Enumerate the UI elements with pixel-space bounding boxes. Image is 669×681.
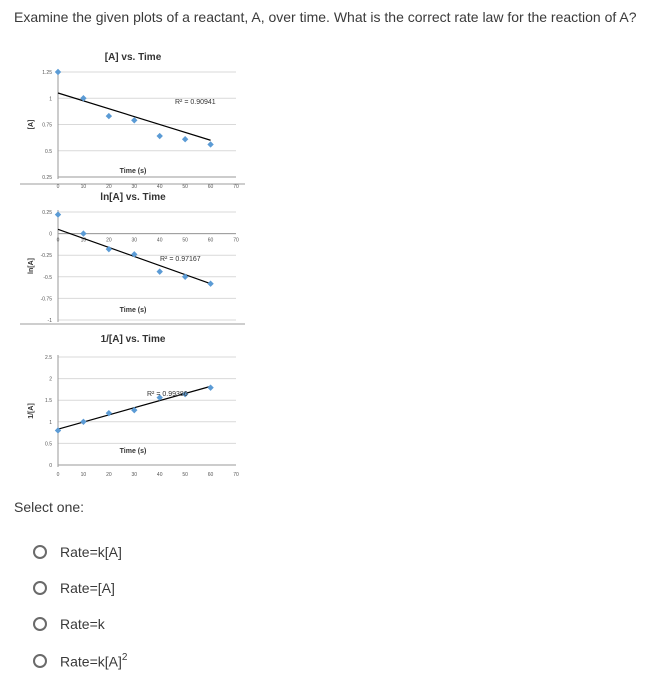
x-tick-label: 50 xyxy=(182,237,188,244)
data-point xyxy=(182,274,188,280)
option-label: Rate=k xyxy=(60,616,105,632)
x-tick-label: 0 xyxy=(56,472,60,478)
y-tick-label: 0.5 xyxy=(45,148,52,155)
y-tick-label: -0.5 xyxy=(43,274,52,281)
data-point xyxy=(157,133,163,139)
radio-button[interactable] xyxy=(33,581,47,595)
y-tick-label: 0 xyxy=(49,231,52,238)
y-axis-label: [A] xyxy=(28,119,35,130)
y-tick-label: 0.25 xyxy=(42,175,52,181)
data-point xyxy=(80,419,86,425)
y-axis-label: ln[A] xyxy=(28,258,35,274)
data-point xyxy=(207,141,213,147)
x-tick-label: 0 xyxy=(56,184,60,190)
r-squared-label: R² = 0.90941 xyxy=(175,99,216,106)
y-tick-label: -0.75 xyxy=(40,296,52,303)
data-point xyxy=(131,117,137,123)
y-tick-label: 2.5 xyxy=(45,355,52,361)
y-tick-label: 1 xyxy=(49,419,52,426)
x-tick-label: 30 xyxy=(131,184,138,190)
x-tick-label: 60 xyxy=(207,237,214,244)
option-label: Rate=k[A] xyxy=(60,544,122,560)
y-tick-label: -0.25 xyxy=(40,253,52,260)
y-tick-label: -1 xyxy=(47,318,52,324)
x-tick-label: 40 xyxy=(156,237,163,244)
x-axis-label: Time (s) xyxy=(119,307,147,314)
option-label-base: Rate=k[A] xyxy=(60,653,122,670)
x-tick-label: 20 xyxy=(106,184,112,190)
data-point xyxy=(207,281,213,287)
data-point xyxy=(157,268,163,274)
data-point xyxy=(106,113,112,119)
x-tick-label: 50 xyxy=(182,472,188,478)
y-tick-label: 1.5 xyxy=(45,398,52,405)
option-label: Rate=[A] xyxy=(60,580,115,596)
charts-svg xyxy=(20,40,245,478)
y-tick-label: 0 xyxy=(49,463,52,469)
data-point xyxy=(80,230,86,236)
chart-title: ln[A] vs. Time xyxy=(100,192,166,203)
y-tick-label: 2 xyxy=(49,376,52,383)
r-squared-label: R² = 0.99386 xyxy=(147,391,188,398)
chart-figure xyxy=(20,40,245,478)
x-tick-label: 20 xyxy=(106,472,112,478)
x-tick-label: 0 xyxy=(56,237,60,244)
x-tick-label: 20 xyxy=(106,237,112,244)
x-tick-label: 40 xyxy=(156,472,163,478)
option-rate-k-a-squared[interactable] xyxy=(33,651,127,671)
x-tick-label: 50 xyxy=(182,184,188,190)
chart-title: 1/[A] vs. Time xyxy=(100,334,166,345)
option-rate-k-a[interactable] xyxy=(33,542,122,562)
radio-button[interactable] xyxy=(33,654,47,668)
x-tick-label: 10 xyxy=(80,237,87,244)
x-tick-label: 10 xyxy=(80,184,87,190)
data-point xyxy=(55,69,61,75)
chart-title: [A] vs. Time xyxy=(104,52,162,63)
data-point xyxy=(131,251,137,257)
x-tick-label: 60 xyxy=(207,184,214,190)
x-tick-label: 70 xyxy=(233,237,239,244)
radio-button[interactable] xyxy=(33,617,47,631)
y-tick-label: 1.25 xyxy=(42,70,52,76)
option-rate-a[interactable] xyxy=(33,578,115,598)
option-label xyxy=(60,653,127,670)
x-tick-label: 30 xyxy=(131,237,138,244)
x-axis-label: Time (s) xyxy=(119,168,147,175)
r-squared-label: R² = 0.97167 xyxy=(160,256,201,263)
select-one-label: Select one: xyxy=(14,499,85,515)
data-point xyxy=(182,136,188,142)
x-axis-label: Time (s) xyxy=(119,448,147,455)
option-rate-k[interactable] xyxy=(33,614,105,634)
y-axis-label: 1/[A] xyxy=(28,403,35,419)
y-tick-label: 0.75 xyxy=(42,122,52,129)
x-tick-label: 30 xyxy=(131,472,138,478)
y-tick-label: 0.25 xyxy=(42,210,52,216)
x-tick-label: 60 xyxy=(207,472,214,478)
x-tick-label: 70 xyxy=(233,472,239,478)
radio-button[interactable] xyxy=(33,545,47,559)
question-text: Examine the given plots of a reactant, A, over time. What is the correct rate law for the reaction of A? xyxy=(14,9,637,25)
x-tick-label: 40 xyxy=(156,184,163,190)
y-tick-label: 0.5 xyxy=(45,441,52,448)
option-label-exponent: 2 xyxy=(121,651,128,663)
x-tick-label: 70 xyxy=(233,184,239,190)
x-tick-label: 10 xyxy=(80,472,87,478)
data-point xyxy=(207,384,213,390)
y-tick-label: 1 xyxy=(49,96,52,103)
